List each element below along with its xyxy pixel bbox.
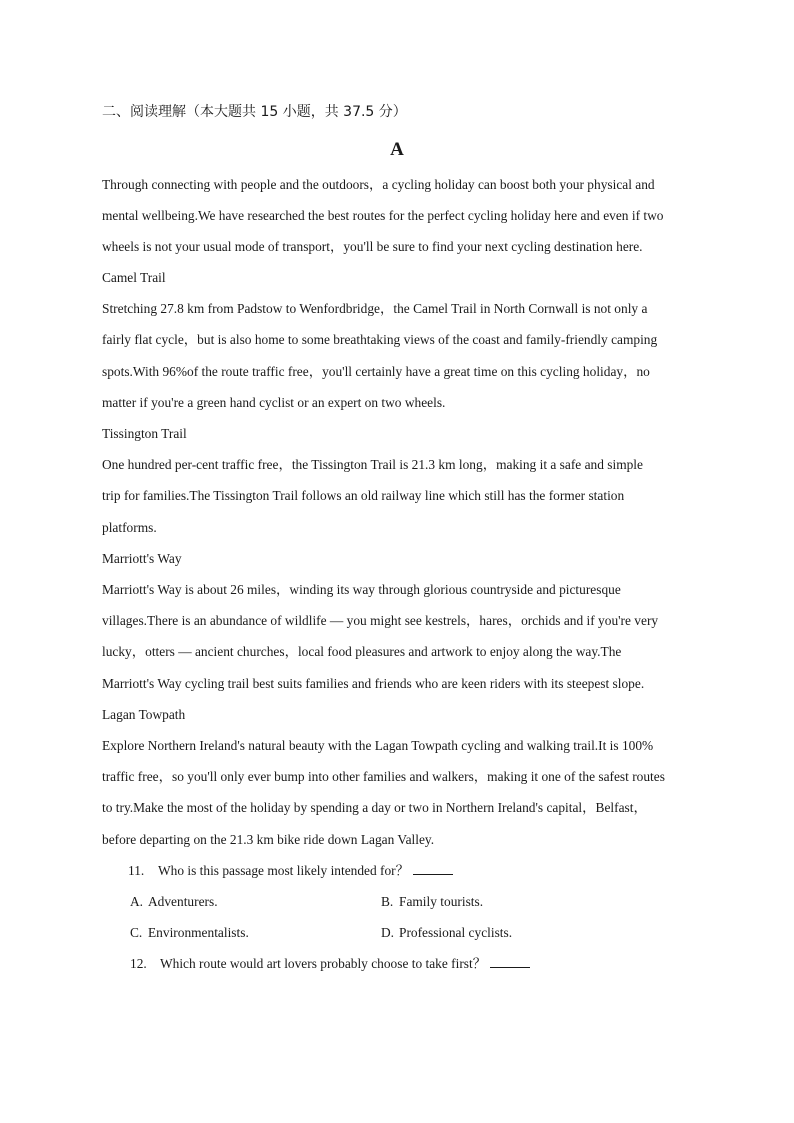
route-heading-camel-trail: Camel Trail [102,270,166,285]
passage-line: traffic free，so you'll only ever bump into other families and walkers，making it one of the safest routes [102,769,665,784]
option-text: Family tourists. [399,894,484,909]
option-a[interactable] [130,892,218,912]
question-number: 12. [130,956,147,971]
section-title: 二、阅读理解（本大题共 15 小题，共 37.5 分） [102,104,407,120]
passage-line: Explore Northern Ireland's natural beauty with the Lagan Towpath cycling and walking trail.It is 100% [102,738,654,753]
option-letter: D. [381,925,395,940]
passage-line: to try.Make the most of the holiday by spending a day or two in Northern Ireland's capital，Belfast， [102,800,647,815]
question-number: 11. [128,863,145,878]
passage-line: matter if you're a green hand cyclist or an expert on two wheels. [102,395,446,410]
passage-line: One hundred per-cent traffic free，the Tissington Trail is 21.3 km long，making it a safe and simple [102,457,643,472]
option-c[interactable] [130,923,249,943]
passage-line: platforms. [102,520,157,535]
route-heading-lagan-towpath: Lagan Towpath [102,707,186,722]
option-text: Professional cyclists. [399,925,513,940]
option-letter: B. [381,894,394,909]
route-heading-tissington-trail: Tissington Trail [102,426,187,441]
question-text: Who is this passage most likely intended for？ [158,863,410,878]
passage-line: mental wellbeing.We have researched the best routes for the perfect cycling holiday here and even if two [102,208,664,223]
option-text: Environmentalists. [148,925,249,940]
option-text: Adventurers. [148,894,218,909]
passage-line: villages.There is an abundance of wildlife — you might see kestrels，hares，orchids and if you're very [102,613,659,628]
passage-line: before departing on the 21.3 km bike ride down Lagan Valley. [102,832,435,847]
passage-line: trip for families.The Tissington Trail follows an old railway line which still has the former station [102,488,625,503]
route-heading-marriotts-way: Marriott's Way [102,551,182,566]
passage-line: Marriott's Way is about 26 miles，winding its way through glorious countryside and picturesque [102,582,621,597]
answer-blank[interactable] [490,955,530,968]
passage-line: lucky，otters — ancient churches，local food pleasures and artwork to enjoy along the way.The [102,644,622,659]
passage-line: spots.With 96%of the route traffic free，you'll certainly have a great time on this cycling holiday，no [102,364,650,379]
option-b[interactable] [381,892,483,912]
option-d[interactable] [381,923,512,943]
passage-letter: A [390,139,404,160]
passage-line: Stretching 27.8 km from Padstow to Wenfordbridge，the Camel Trail in North Cornwall is not only a [102,301,648,316]
passage-line: Through connecting with people and the outdoors，a cycling holiday can boost both your physical and [102,177,655,192]
answer-blank[interactable] [413,862,453,875]
option-letter: C. [130,925,143,940]
passage-line: fairly flat cycle，but is also home to some breathtaking views of the coast and family-friendly camping [102,332,658,347]
passage-line: wheels is not your usual mode of transport，you'll be sure to find your next cycling destination here. [102,239,643,254]
option-letter: A. [130,894,144,909]
passage-line: Marriott's Way cycling trail best suits families and friends who are keen riders with its steepest slope. [102,676,645,691]
question-text: Which route would art lovers probably choose to take first？ [160,956,487,971]
